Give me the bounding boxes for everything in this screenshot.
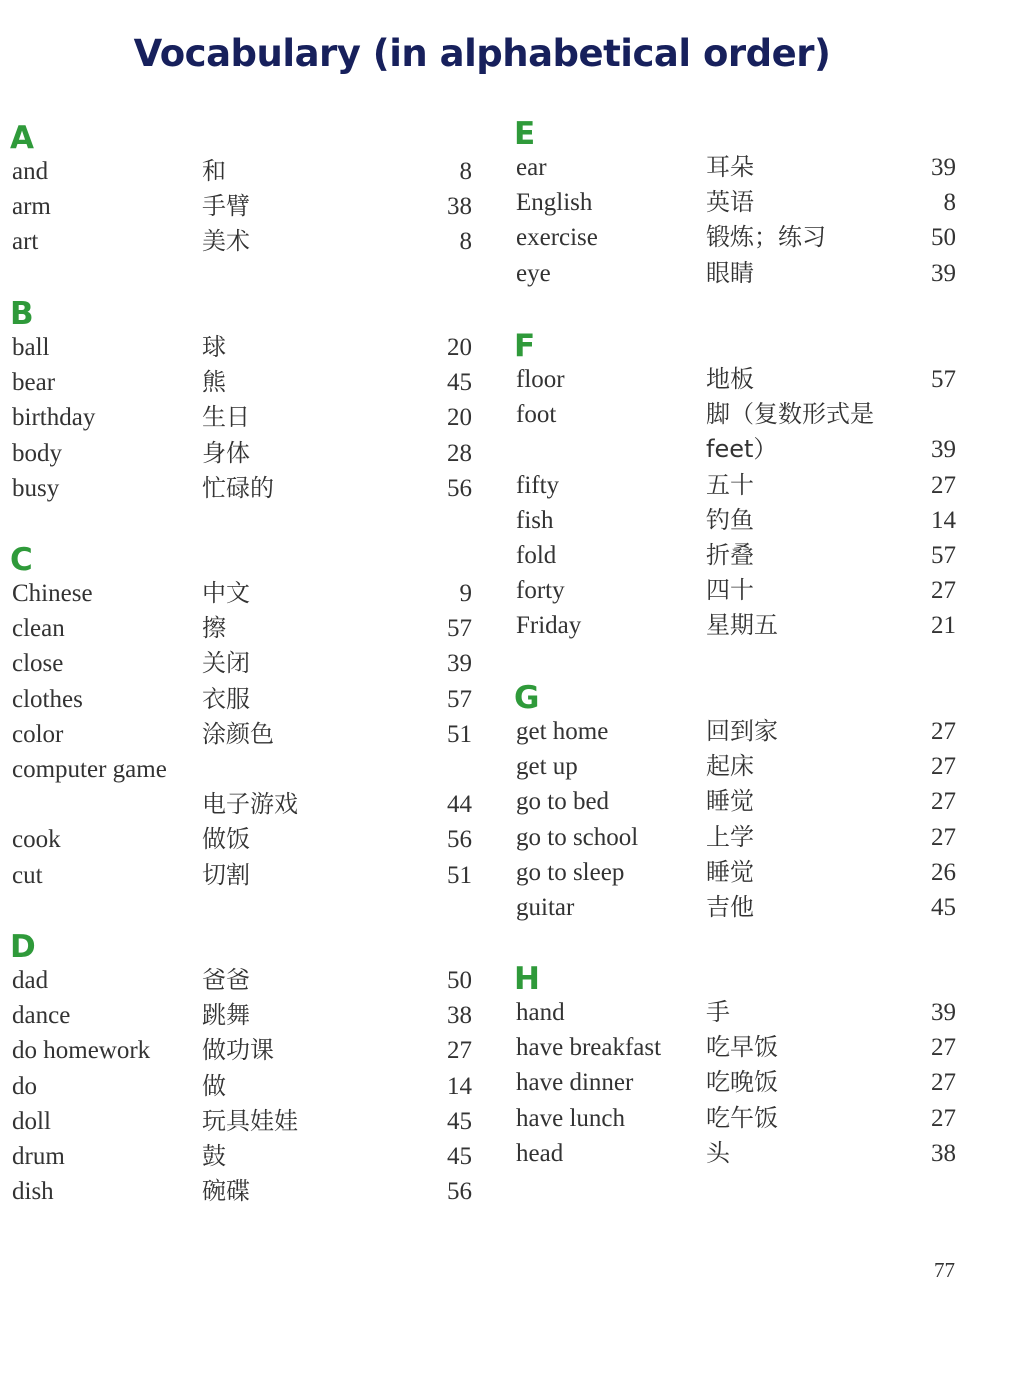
page-reference: 26 <box>931 858 956 886</box>
english-word: cut <box>12 861 43 889</box>
chinese-translation: 球 <box>202 333 226 361</box>
english-word: eye <box>516 259 551 287</box>
chinese-translation: 电子游戏 <box>202 790 298 819</box>
section-letter: A <box>10 120 34 156</box>
english-word: floor <box>516 366 565 393</box>
vocab-row <box>12 471 472 506</box>
english-word: Friday <box>516 612 582 640</box>
vocab-row <box>12 1174 472 1209</box>
chinese-translation: 忙碌的 <box>202 473 274 502</box>
vocab-row <box>12 1104 472 1139</box>
vocab-row <box>12 858 472 893</box>
vocab-row <box>12 189 472 224</box>
english-word: do <box>12 1072 37 1100</box>
vocab-row <box>516 150 956 185</box>
section-letter: H <box>514 961 540 997</box>
vocab-row <box>516 185 956 220</box>
page-reference: 21 <box>931 612 956 640</box>
chinese-translation: 折叠 <box>706 541 754 569</box>
page-reference: 39 <box>447 650 472 678</box>
chinese-translation: 睡觉 <box>706 857 754 886</box>
chinese-translation: 吃晚饭 <box>706 1068 778 1097</box>
page-reference: 27 <box>931 1104 956 1132</box>
english-word: and <box>12 158 49 185</box>
english-word: fold <box>516 542 557 569</box>
vocab-row <box>516 890 956 925</box>
page-reference: 50 <box>931 224 956 252</box>
page-title: Vocabulary (in alphabetical order) <box>133 32 831 75</box>
vocab-row <box>516 784 956 819</box>
page-reference: 56 <box>447 474 472 502</box>
page-reference: 45 <box>447 1143 472 1170</box>
english-word: computer game <box>12 756 167 783</box>
page-reference: 8 <box>459 228 472 256</box>
english-word: go to bed <box>516 788 610 816</box>
page-reference: 57 <box>931 542 956 569</box>
page-reference: 50 <box>447 967 472 994</box>
chinese-translation: 做功课 <box>202 1036 274 1065</box>
chinese-translation: 美术 <box>202 227 250 256</box>
chinese-translation: 起床 <box>706 752 754 781</box>
chinese-translation: 涂颜色 <box>202 719 274 748</box>
page-reference: 39 <box>931 436 956 464</box>
english-word: guitar <box>516 894 575 921</box>
english-word: English <box>516 189 593 217</box>
vocab-row <box>516 1065 956 1100</box>
vocab-row <box>516 432 956 467</box>
english-word: go to school <box>516 823 639 851</box>
chinese-translation: 吉他 <box>706 893 754 921</box>
page-reference: 27 <box>931 718 956 745</box>
english-word: ball <box>12 334 50 361</box>
page-reference: 57 <box>447 615 472 643</box>
page-reference: 39 <box>931 154 956 181</box>
chinese-translation: feet） <box>706 435 778 464</box>
english-word: color <box>12 720 64 748</box>
chinese-translation: 英语 <box>706 188 754 217</box>
chinese-translation: 切割 <box>202 860 250 889</box>
chinese-translation: 吃早饭 <box>706 1033 778 1062</box>
english-word: clean <box>12 615 65 643</box>
section-letter: B <box>10 296 34 332</box>
english-word: arm <box>12 193 51 221</box>
chinese-translation: 生日 <box>202 403 250 432</box>
page-reference: 45 <box>447 1107 472 1135</box>
vocab-row <box>12 1069 472 1104</box>
vocab-row <box>12 963 472 998</box>
english-word: have lunch <box>516 1104 625 1132</box>
page-reference: 57 <box>931 366 956 393</box>
chinese-translation: 四十 <box>706 576 754 605</box>
page-reference: 56 <box>447 826 472 854</box>
english-word: busy <box>12 474 60 502</box>
vocab-row <box>12 154 472 189</box>
chinese-translation: 星期五 <box>706 611 778 640</box>
page-reference: 8 <box>459 158 472 185</box>
vocab-row <box>516 1030 956 1065</box>
page-reference: 51 <box>447 861 472 889</box>
vocab-row <box>12 400 472 435</box>
chinese-translation: 玩具娃娃 <box>202 1106 298 1135</box>
chinese-translation: 鼓 <box>202 1142 226 1170</box>
page-reference: 38 <box>447 1002 472 1030</box>
page-reference: 38 <box>447 193 472 221</box>
chinese-translation: 地板 <box>706 365 754 393</box>
page-reference: 27 <box>931 823 956 851</box>
vocab-row <box>12 1139 472 1174</box>
page-reference: 27 <box>447 1037 472 1065</box>
page-reference: 20 <box>447 334 472 361</box>
english-word: fifty <box>516 471 560 499</box>
vocab-row <box>12 224 472 259</box>
page-reference: 39 <box>931 999 956 1026</box>
chinese-translation: 耳朵 <box>706 153 754 181</box>
vocab-row <box>12 787 472 822</box>
vocab-row <box>516 362 956 397</box>
page-reference: 14 <box>447 1072 472 1100</box>
chinese-translation: 睡觉 <box>706 787 754 816</box>
chinese-translation: 熊 <box>202 368 226 397</box>
page-reference: 27 <box>931 788 956 816</box>
english-word: go to sleep <box>516 858 625 886</box>
english-word: head <box>516 1139 564 1167</box>
chinese-translation: 关闭 <box>202 649 250 678</box>
page-reference: 20 <box>447 404 472 432</box>
vocab-row <box>516 608 956 643</box>
page-reference: 45 <box>931 894 956 921</box>
chinese-translation: 眼睛 <box>706 258 754 287</box>
vocab-row <box>12 682 472 717</box>
english-word: foot <box>516 401 557 429</box>
vocab-row <box>516 1101 956 1136</box>
chinese-translation: 上学 <box>706 822 754 851</box>
chinese-translation: 擦 <box>202 614 226 643</box>
page-reference: 44 <box>447 791 472 819</box>
english-word: forty <box>516 577 565 605</box>
vocab-row <box>516 256 956 291</box>
chinese-translation: 回到家 <box>706 717 778 745</box>
chinese-translation: 做 <box>202 1071 226 1100</box>
vocab-row <box>12 717 472 752</box>
english-word: exercise <box>516 224 598 252</box>
english-word: clothes <box>12 685 83 713</box>
vocab-row <box>516 820 956 855</box>
english-word: cook <box>12 826 61 854</box>
section-letter: C <box>10 542 33 578</box>
page-reference: 57 <box>447 685 472 713</box>
chinese-translation: 吃午饭 <box>706 1103 778 1132</box>
vocab-row <box>516 855 956 890</box>
vocab-row <box>516 1136 956 1171</box>
vocab-row <box>12 752 472 787</box>
english-word: dad <box>12 967 49 994</box>
english-word: art <box>12 228 39 256</box>
chinese-translation: 身体 <box>202 438 250 467</box>
chinese-translation: 做饭 <box>202 825 250 854</box>
page-reference: 27 <box>931 1069 956 1097</box>
page-reference: 38 <box>931 1139 956 1167</box>
page-reference: 27 <box>931 471 956 499</box>
vocab-row <box>12 998 472 1033</box>
english-word: drum <box>12 1143 65 1170</box>
chinese-translation: 脚（复数形式是 <box>706 400 874 429</box>
vocab-row <box>12 365 472 400</box>
page-reference: 56 <box>447 1178 472 1206</box>
chinese-translation: 中文 <box>202 579 250 607</box>
vocab-row <box>12 576 472 611</box>
english-word: doll <box>12 1107 51 1135</box>
vocab-row <box>12 330 472 365</box>
vocab-row <box>516 397 956 432</box>
page-reference: 27 <box>931 753 956 781</box>
vocab-row <box>516 468 956 503</box>
chinese-translation: 碗碟 <box>202 1177 250 1206</box>
chinese-translation: 手 <box>706 998 730 1026</box>
english-word: get home <box>516 718 609 745</box>
chinese-translation: 头 <box>706 1138 730 1167</box>
chinese-translation: 手臂 <box>202 192 250 221</box>
english-word: have breakfast <box>516 1034 662 1062</box>
page-reference: 28 <box>447 439 472 467</box>
english-word: dance <box>12 1002 71 1030</box>
vocab-row <box>12 436 472 471</box>
vocab-row <box>516 573 956 608</box>
english-word: do homework <box>12 1037 151 1065</box>
vocab-row <box>516 503 956 538</box>
page-reference: 27 <box>931 577 956 605</box>
page-reference: 9 <box>459 580 472 607</box>
english-word: Chinese <box>12 580 93 607</box>
vocab-row <box>516 714 956 749</box>
chinese-translation: 和 <box>202 157 226 185</box>
chinese-translation: 衣服 <box>202 684 250 713</box>
vocab-row <box>12 822 472 857</box>
vocab-row <box>516 220 956 255</box>
english-word: bear <box>12 369 56 397</box>
section-letter: F <box>514 328 536 364</box>
english-word: close <box>12 650 64 678</box>
chinese-translation: 爸爸 <box>202 966 250 994</box>
english-word: dish <box>12 1178 54 1206</box>
section-letter: D <box>10 929 36 965</box>
vocab-row <box>516 749 956 784</box>
section-letter: E <box>514 116 536 152</box>
page-reference: 8 <box>943 189 956 217</box>
vocab-row <box>12 611 472 646</box>
chinese-translation: 跳舞 <box>202 1001 250 1030</box>
english-word: birthday <box>12 404 96 432</box>
chinese-translation: 五十 <box>706 470 754 499</box>
page-reference: 27 <box>931 1034 956 1062</box>
english-word: hand <box>516 999 565 1026</box>
page-reference: 14 <box>931 506 956 534</box>
english-word: fish <box>516 506 554 534</box>
chinese-translation: 钓鱼 <box>706 505 754 534</box>
page-reference: 51 <box>447 720 472 748</box>
vocab-row <box>12 646 472 681</box>
english-word: body <box>12 439 62 467</box>
vocab-row <box>12 1033 472 1068</box>
english-word: have dinner <box>516 1069 634 1097</box>
page-reference: 45 <box>447 369 472 397</box>
chinese-translation: 锻炼；练习 <box>706 223 826 252</box>
vocab-row <box>516 538 956 573</box>
section-letter: G <box>514 680 540 716</box>
vocab-row <box>516 995 956 1030</box>
english-word: get up <box>516 753 578 781</box>
page-reference: 39 <box>931 259 956 287</box>
english-word: ear <box>516 154 547 181</box>
page-number: 77 <box>934 1258 955 1282</box>
